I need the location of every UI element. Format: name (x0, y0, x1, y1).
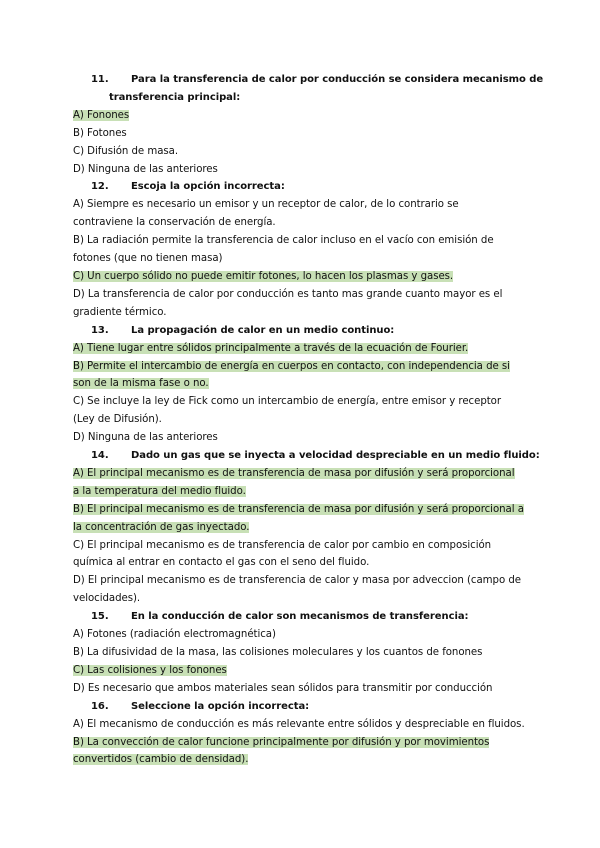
answer-option-line (73, 429, 531, 447)
answer-option-line (73, 751, 531, 769)
highlighted-answer-text: B) La convección de calor funcione principalmente por difusión y por movimientos (73, 736, 490, 748)
answer-text: C) Difusión de masa. (73, 145, 179, 157)
question-text: Para la transferencia de calor por conducción se considera mecanismo de (131, 74, 544, 85)
answer-option-line (73, 662, 531, 680)
question-text: Seleccione la opción incorrecta: (131, 700, 310, 712)
question-block (73, 608, 531, 698)
answer-text: D) Es necesario que ambos materiales sean sólidos para transmitir por conducción (73, 682, 493, 694)
question-heading (73, 178, 531, 196)
question-text: En la conducción de calor son mecanismos de transferencia: (131, 611, 469, 623)
highlighted-answer-text: A) El principal mecanismo es de transferencia de masa por difusión y será proporcional (73, 467, 515, 479)
question-text: Dado un gas que se inyecta a velocidad despreciable en un medio fluido: (131, 450, 540, 462)
answer-text: D) Ninguna de las anteriores (73, 432, 218, 444)
answer-option-line (73, 340, 531, 358)
question-number: 16. (91, 700, 109, 712)
highlighted-answer-text: C) Las colisiones y los fonones (73, 664, 227, 676)
answer-option-line (73, 626, 531, 644)
answer-option-line (73, 465, 531, 483)
answer-option-line (73, 734, 531, 752)
highlighted-answer-text: la concentración de gas inyectado. (73, 521, 250, 533)
answer-option-line (73, 250, 531, 268)
question-text: Escoja la opción incorrecta: (131, 181, 285, 193)
highlighted-answer-text: A) Tiene lugar entre sólidos principalmente a través de la ecuación de Fourier. (73, 342, 469, 354)
answer-option-line (73, 375, 531, 393)
answer-option-line (73, 680, 531, 698)
question-number: 14. (91, 450, 109, 462)
question-heading (73, 608, 531, 626)
question-block (73, 698, 531, 770)
answer-option-line (73, 268, 531, 286)
answer-text: gradiente térmico. (73, 306, 167, 318)
answer-option-line (73, 411, 531, 429)
question-number: 11. (91, 74, 109, 85)
question-heading (73, 447, 540, 465)
question-text: transferencia principal: (109, 91, 241, 103)
answer-text: A) Fotones (radiación electromagnética) (73, 629, 276, 641)
answer-option-line (73, 519, 531, 537)
highlighted-answer-text: A) Fonones (73, 109, 130, 121)
highlighted-answer-text: C) Un cuerpo sólido no puede emitir fotones, lo hacen los plasmas y gases. (73, 270, 454, 282)
answer-option-line (73, 358, 531, 376)
answer-option-line (73, 232, 531, 250)
question-list (73, 71, 544, 769)
question-heading (73, 698, 531, 716)
answer-text: química al entrar en contacto el gas con el seno del fluido. (73, 557, 370, 569)
highlighted-answer-text: convertidos (cambio de densidad). (73, 754, 249, 766)
answer-text: fotones (que no tienen masa) (73, 253, 223, 265)
answer-option-line (73, 196, 531, 214)
question-number: 15. (91, 611, 109, 623)
question-heading (73, 71, 544, 89)
answer-text: B) La difusividad de la masa, las colisiones moleculares y los cuantos de fonones (73, 647, 483, 658)
answer-option-line (73, 161, 531, 179)
answer-text: A) El mecanismo de conducción es más relevante entre sólidos y despreciable en fluidos. (73, 718, 525, 730)
highlighted-answer-text: son de la misma fase o no. (73, 378, 209, 390)
answer-text: D) Ninguna de las anteriores (73, 163, 218, 175)
question-heading (73, 322, 531, 340)
answer-option-line (73, 304, 531, 322)
answer-option-line (73, 537, 531, 555)
answer-option-line (73, 125, 531, 143)
answer-option-line (73, 393, 531, 411)
highlighted-answer-text: B) El principal mecanismo es de transferencia de masa por difusión y será proporcional a (73, 503, 524, 515)
answer-option-line (73, 590, 531, 608)
answer-text: B) Fotones (73, 127, 127, 139)
question-block (73, 178, 531, 321)
answer-text: A) Siempre es necesario un emisor y un receptor de calor, de lo contrario se (73, 199, 459, 211)
answer-option-line (73, 483, 531, 501)
answer-text: D) El principal mecanismo es de transferencia de calor y masa por adveccion (campo de (73, 575, 521, 587)
question-number: 12. (91, 181, 109, 193)
answer-option-line (73, 143, 531, 161)
answer-option-line (73, 107, 531, 125)
answer-text: contraviene la conservación de energía. (73, 217, 276, 229)
answer-option-line (73, 501, 531, 519)
question-block (73, 322, 531, 447)
answer-text: C) El principal mecanismo es de transferencia de calor por cambio en composición (73, 539, 492, 551)
answer-option-line (73, 716, 531, 734)
answer-option-line (73, 286, 531, 304)
answer-option-line (73, 644, 531, 662)
answer-option-line (73, 214, 531, 232)
question-number: 13. (91, 324, 109, 336)
answer-option-line (73, 554, 531, 572)
highlighted-answer-text: B) Permite el intercambio de energía en cuerpos en contacto, con independencia de si (73, 360, 510, 372)
question-block (73, 71, 544, 178)
highlighted-answer-text: a la temperatura del medio fluido. (73, 485, 246, 497)
question-block (73, 447, 540, 608)
question-heading-continuation (73, 89, 531, 107)
question-text: La propagación de calor en un medio continuo: (131, 324, 395, 336)
answer-text: B) La radiación permite la transferencia de calor incluso en el vacío con emisión de (73, 235, 494, 247)
answer-text: (Ley de Difusión). (73, 414, 162, 426)
answer-text: D) La transferencia de calor por conducción es tanto mas grande cuanto mayor es el (73, 288, 503, 300)
answer-text: velocidades). (73, 593, 141, 605)
answer-text: C) Se incluye la ley de Fick como un intercambio de energía, entre emisor y receptor (73, 396, 501, 408)
answer-option-line (73, 572, 531, 590)
